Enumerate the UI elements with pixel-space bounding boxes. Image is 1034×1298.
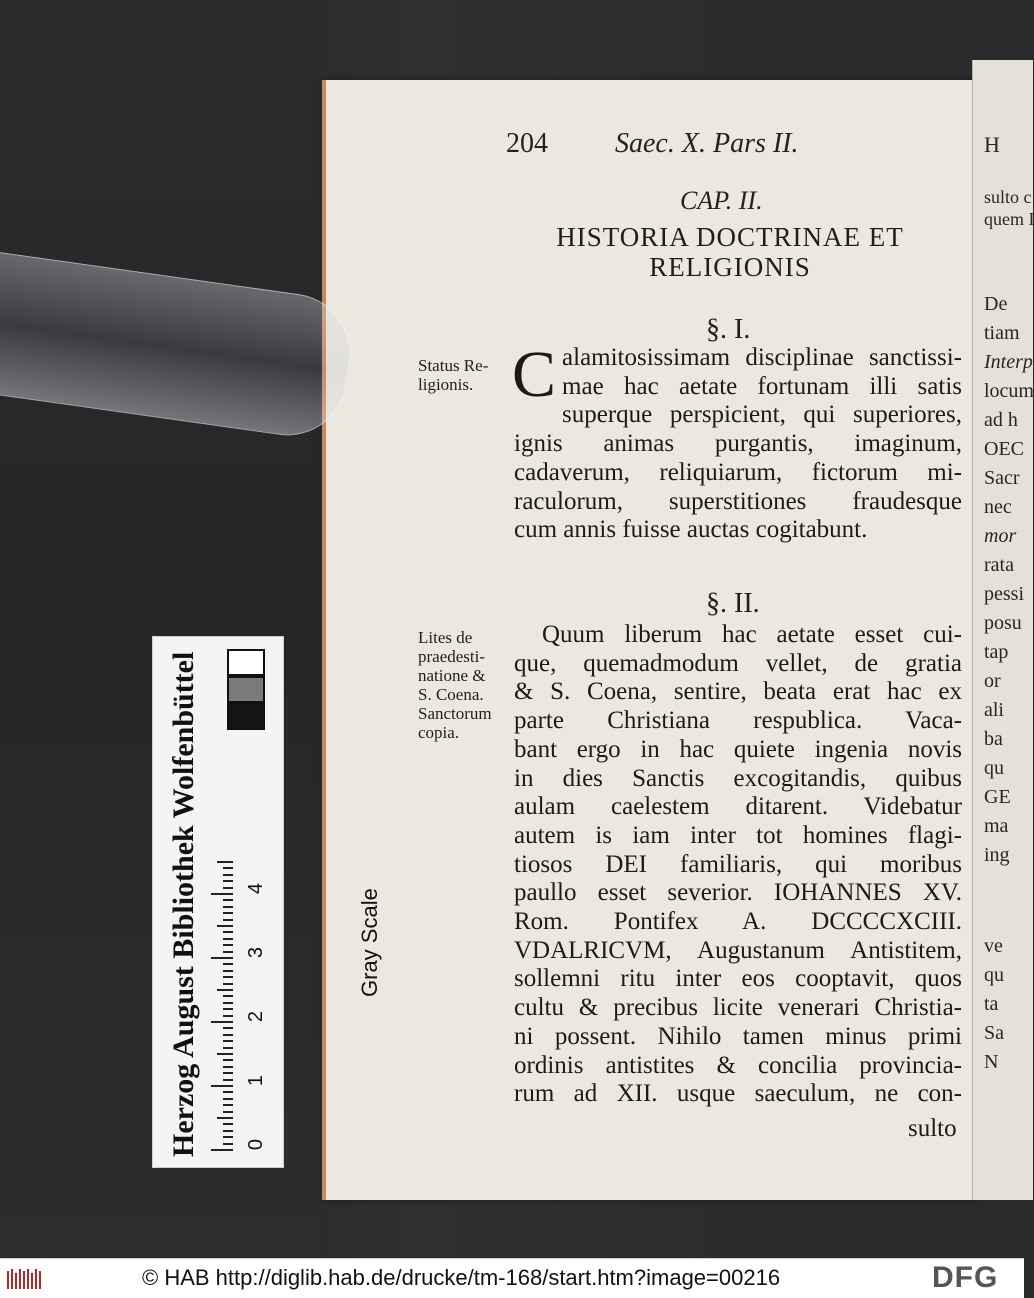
right-page-fragment: ba — [984, 728, 1003, 750]
right-page-fragment: pessi — [984, 583, 1024, 605]
text-line: cadaverum, reliquiarum, fictorum mi- — [514, 458, 962, 486]
swatch-black — [227, 703, 265, 730]
right-page-fragment: Interp — [984, 351, 1033, 373]
right-page-fragment: OEC — [984, 438, 1024, 460]
ruler-tick — [223, 938, 233, 940]
ruler-tick — [217, 1117, 233, 1119]
text-line: ignis animas purgantis, imaginum, — [514, 430, 962, 458]
ruler-number: 0 — [245, 1138, 268, 1151]
ruler-tick — [223, 1059, 233, 1061]
ruler-tick — [223, 1034, 233, 1036]
right-page-fragment: rata — [984, 554, 1014, 576]
section-1-heading: §. I. — [706, 314, 751, 345]
catchword: sulto — [908, 1115, 957, 1142]
text-line: alamitosissimam disciplinae sanctissi- — [562, 344, 962, 371]
ruler-tick — [223, 912, 233, 914]
right-page-fragment: locum — [984, 380, 1034, 402]
gray-scale-label: Gray Scale — [357, 888, 382, 997]
ruler-tick — [223, 1104, 233, 1106]
right-page-fragment: ma — [984, 815, 1009, 837]
margin-note-lites — [418, 628, 492, 742]
ruler-tick — [211, 1021, 233, 1023]
text-line: Quum liberum hac aetate esset cui- — [542, 621, 962, 648]
margin-note-line: natione & — [418, 666, 486, 685]
ruler-tick — [223, 1098, 233, 1100]
ruler-tick — [223, 899, 233, 901]
ruler-tick — [217, 1053, 233, 1055]
ruler-tick — [223, 1143, 233, 1145]
margin-note-line: S. Coena. — [418, 685, 484, 704]
drop-cap: C — [512, 338, 557, 411]
right-page-fragment: or — [984, 670, 1001, 692]
swatch-white — [227, 649, 265, 676]
ruler-tick — [211, 957, 233, 959]
right-page-fragment: nec — [984, 496, 1012, 518]
section-2-heading: §. II. — [706, 588, 760, 619]
ruler-tick — [223, 874, 233, 876]
margin-note-line: ligionis. — [418, 375, 474, 394]
text-line: que, quemadmodum vellet, de gratia — [514, 649, 962, 677]
ruler-tick — [223, 1130, 233, 1132]
right-page-fragment: qu — [984, 757, 1004, 779]
text-line: cultu & precibus licite venerari Christia- — [514, 994, 962, 1022]
margin-note-line: Status Re- — [418, 356, 489, 375]
right-page-fragment: posu — [984, 612, 1022, 634]
ruler-tick — [223, 919, 233, 921]
ruler-tick — [217, 989, 233, 991]
ruler-tick — [223, 880, 233, 882]
ruler-tick — [223, 906, 233, 908]
ruler-tick — [223, 931, 233, 933]
ruler-tick — [211, 1085, 233, 1087]
ruler-tick — [223, 995, 233, 997]
margin-note-line: copia. — [418, 723, 460, 742]
running-head: Saec. X. Pars II. — [615, 128, 799, 159]
right-page-fragment: qu — [984, 964, 1004, 986]
right-page-fragment: N — [984, 1051, 999, 1073]
margin-note-line: Lites de — [418, 628, 473, 647]
text-line: superque perspicient, qui superiores, — [562, 401, 962, 429]
ruler-tick — [211, 893, 233, 895]
right-page-fragment: sulto c — [984, 187, 1032, 207]
gray-scale-ruler — [152, 636, 382, 1168]
right-page-fragment: quem I — [984, 209, 1034, 229]
paragraph-2 — [514, 621, 962, 1109]
text-line: sollemni ritu inter eos cooptavit, quos — [514, 965, 962, 993]
text-line: cum annis fuisse auctas cogitabunt. — [514, 516, 868, 544]
text-line: parte Christiana respublica. Vaca- — [514, 707, 962, 735]
right-page-fragment: H — [984, 132, 1000, 157]
ruler-tick — [223, 1136, 233, 1138]
right-page-fragment: ing — [984, 844, 1010, 866]
margin-note-line: praedesti- — [418, 647, 486, 666]
ruler-tick — [223, 1015, 233, 1017]
ruler-number: 4 — [245, 882, 268, 895]
text-line: tiosos DEI familiaris, qui moribus — [514, 850, 962, 878]
page-number: 204 — [506, 128, 548, 159]
right-page-fragment — [984, 186, 1034, 230]
title-line: HISTORIA DOCTRINAE ET — [556, 222, 904, 252]
text-line: & S. Coena, sentire, beata erat hac ex — [514, 678, 962, 706]
text-line: aulam caelestem ditarent. Videbatur — [514, 793, 962, 821]
ruler-tick — [217, 861, 233, 863]
ruler-tick — [223, 1123, 233, 1125]
ruler-number: 2 — [245, 1010, 268, 1023]
text-line: rum ad XII. usque saeculum, ne con- — [514, 1080, 962, 1108]
chapter-title — [500, 222, 960, 282]
ruler-tick — [223, 1091, 233, 1093]
ruler-tick — [223, 944, 233, 946]
ruler-number: 1 — [245, 1074, 268, 1087]
running-header — [506, 128, 799, 160]
right-page-fragment: De — [984, 293, 1008, 315]
ruler-tick — [223, 970, 233, 972]
ruler-tick — [223, 1040, 233, 1042]
ruler-tick — [223, 951, 233, 953]
text-line: VDALRICVM, Augustanum Antistitem, — [514, 936, 962, 964]
hab-logo-icon — [6, 1267, 46, 1291]
ruler-tick — [223, 1008, 233, 1010]
text-line: mae hac aetate fortunam illi satis — [562, 372, 962, 400]
chapter-heading: CAP. II. — [680, 186, 763, 215]
right-page-fragment: mor — [984, 525, 1017, 547]
paragraph-1 — [512, 338, 962, 545]
copyright-link[interactable]: © HAB http://diglib.hab.de/drucke/tm-168/start.htm?image=00216 — [142, 1265, 781, 1290]
text-line: raculorum, superstitiones fraudesque — [514, 487, 962, 515]
text-line: Rom. Pontifex A. DCCCCXCIII. — [514, 908, 962, 936]
ruler-tick — [223, 1002, 233, 1004]
text-line: autem is iam inter tot homines flagi- — [514, 821, 962, 849]
ruler-tick — [223, 1027, 233, 1029]
right-page-column-lower — [984, 932, 1024, 1077]
text-line: in dies Sanctis excogitandis, quibus — [514, 764, 962, 792]
right-page-fragment: GE — [984, 786, 1011, 808]
right-page-fragment: ta — [984, 993, 999, 1015]
title-line: RELIGIONIS — [649, 252, 811, 282]
margin-note-line: Sanctorum — [418, 704, 492, 723]
text-line: ordinis antistites & concilia provincia- — [514, 1051, 962, 1079]
right-page-fragment: tap — [984, 641, 1009, 663]
right-page-column — [984, 290, 1034, 870]
footer-bar — [0, 1258, 1024, 1298]
ruler-tick — [223, 1066, 233, 1068]
dfg-logo: DFG — [932, 1261, 999, 1294]
text-line: ni possent. Nihilo tamen minus primi — [514, 1022, 962, 1050]
ruler-tick — [223, 963, 233, 965]
right-page-fragment: tiam — [984, 322, 1020, 344]
ruler-title: Herzog August Bibliothek Wolfenbüttel — [167, 651, 200, 1157]
right-page-fragment: Sa — [984, 1022, 1004, 1044]
right-page-fragment: ad h — [984, 409, 1018, 431]
ruler-tick — [223, 1079, 233, 1081]
text-line: paullo esset severior. IOHANNES XV. — [514, 879, 962, 907]
ruler-tick — [223, 867, 233, 869]
margin-note-status — [418, 356, 488, 394]
ruler-tick — [217, 925, 233, 927]
right-page-fragment: ali — [984, 699, 1004, 721]
right-page-fragment: Sacr — [984, 467, 1020, 489]
ruler-tick — [223, 1072, 233, 1074]
ruler-tick — [223, 1047, 233, 1049]
right-page-fragment: ve — [984, 935, 1003, 957]
text-line: bant ergo in hac quiete ingenia novis — [514, 735, 962, 763]
ruler-tick — [223, 887, 233, 889]
ruler-tick — [211, 1149, 233, 1151]
swatch-gray — [227, 676, 265, 703]
ruler-number: 3 — [245, 946, 268, 959]
ruler-tick — [223, 1111, 233, 1113]
ruler-tick — [223, 976, 233, 978]
ruler-tick — [223, 983, 233, 985]
